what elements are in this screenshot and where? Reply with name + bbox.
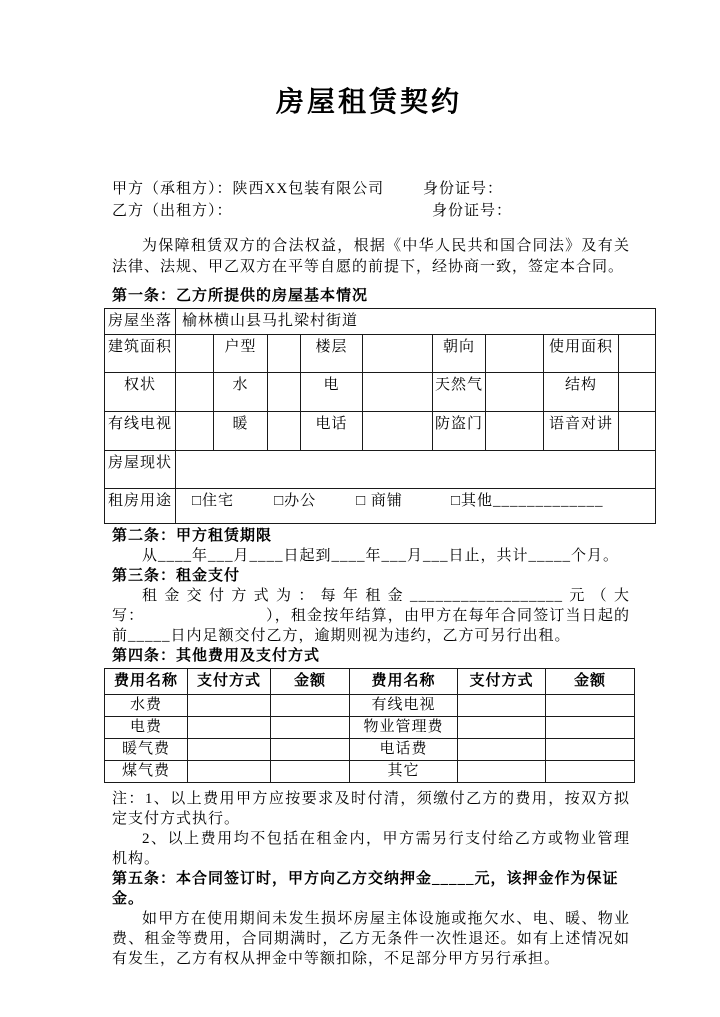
fee-name-cell: 电费 — [105, 717, 188, 739]
blank-value-cell — [271, 739, 350, 761]
fee-header-cell: 支付方式 — [188, 669, 271, 695]
fee-name-cell: 电话费 — [350, 739, 458, 761]
blank-value-cell — [188, 717, 271, 739]
party-b-line — [112, 200, 634, 222]
table-row — [105, 739, 635, 761]
info-label-cell: 有线电视 — [105, 412, 176, 451]
info-label-cell: 电话 — [301, 412, 363, 451]
blank-value-cell — [486, 412, 544, 451]
table-row — [105, 695, 635, 717]
checkbox-option-other: □其他_____________ — [450, 493, 604, 509]
info-label-cell: 天然气 — [433, 373, 486, 412]
blank-value-cell — [271, 761, 350, 783]
property-info-table — [104, 308, 656, 524]
purpose-options-cell — [176, 489, 656, 524]
party-a-name: 甲方（承租方）：陕西XX包装有限公司 — [112, 181, 385, 197]
table-row — [105, 309, 656, 335]
blank-value-cell — [619, 335, 656, 373]
article2-heading: 第二条：甲方租赁期限 — [112, 528, 273, 544]
blank-value-cell — [619, 373, 656, 412]
document-title: 房屋租赁契约 — [275, 86, 462, 117]
fees-note-1: 注：1、以上费用甲方应按要求及时付清，须缴付乙方的费用，按双方拟定支付方式执行。 — [112, 791, 630, 827]
parties-block — [112, 178, 634, 222]
info-label-cell: 建筑面积 — [105, 335, 176, 373]
blank-value-cell — [546, 761, 635, 783]
purpose-label-cell: 租房用途 — [105, 489, 176, 524]
blank-value-cell — [486, 335, 544, 373]
article3-heading: 第三条：租金支付 — [112, 568, 241, 584]
blank-value-cell — [268, 373, 301, 412]
table-row — [105, 412, 656, 451]
table-row — [105, 761, 635, 783]
article5-heading: 第五条：本合同签订时，甲方向乙方交纳押金_____元，该押金作为保证金。 — [112, 871, 619, 907]
intro-paragraph: 为保障租赁双方的合法权益，根据《中华人民共和国合同法》及有关法律、法规、甲乙双方在平等自愿的前提下，经协商一致，签定本合同。 — [112, 238, 630, 275]
location-value-cell: 榆林横山县马扎梁村街道 — [176, 309, 656, 335]
blank-value-cell — [176, 335, 214, 373]
blank-value-cell — [176, 373, 214, 412]
blank-value-cell — [458, 695, 546, 717]
blank-value-cell — [546, 695, 635, 717]
status-value-cell — [176, 451, 656, 489]
table-row — [105, 451, 656, 489]
blank-value-cell — [546, 739, 635, 761]
info-label-cell: 防盗门 — [433, 412, 486, 451]
article1-heading: 第一条：乙方所提供的房屋基本情况 — [112, 288, 369, 304]
fee-header-cell: 金额 — [271, 669, 350, 695]
article4-heading: 第四条：其他费用及支付方式 — [112, 648, 321, 664]
info-label-cell: 朝向 — [433, 335, 486, 373]
table-row — [105, 717, 635, 739]
blank-value-cell — [458, 739, 546, 761]
blank-value-cell — [268, 412, 301, 451]
blank-value-cell — [546, 717, 635, 739]
fee-name-cell: 有线电视 — [350, 695, 458, 717]
fees-note-2: 2、以上费用均不包括在租金内，甲方需另行支付给乙方或物业管理机构。 — [112, 831, 630, 867]
blank-value-cell — [458, 717, 546, 739]
info-label-cell: 权状 — [105, 373, 176, 412]
info-label-cell: 使用面积 — [544, 335, 619, 373]
table-row — [105, 489, 656, 524]
blank-value-cell — [271, 717, 350, 739]
blank-value-cell — [188, 761, 271, 783]
party-a-id-label: 身份证号： — [423, 181, 504, 197]
info-label-cell: 电 — [301, 373, 363, 412]
fee-header-cell: 费用名称 — [350, 669, 458, 695]
info-label-cell: 暖 — [214, 412, 268, 451]
checkbox-option-office: □办公 — [274, 493, 317, 509]
fee-name-cell: 水费 — [105, 695, 188, 717]
fees-table — [104, 668, 635, 783]
purpose-options — [182, 492, 653, 511]
location-label-cell: 房屋坐落 — [105, 309, 176, 335]
blank-value-cell — [486, 373, 544, 412]
info-label-cell: 结构 — [544, 373, 619, 412]
info-label-cell: 语音对讲 — [544, 412, 619, 451]
blank-value-cell — [458, 761, 546, 783]
fee-header-cell: 支付方式 — [458, 669, 546, 695]
blank-value-cell — [188, 695, 271, 717]
fee-header-cell: 金额 — [546, 669, 635, 695]
fee-name-cell: 物业管理费 — [350, 717, 458, 739]
party-b-id-label: 身份证号： — [432, 203, 513, 219]
fee-name-cell: 煤气费 — [105, 761, 188, 783]
table-row — [105, 373, 656, 412]
party-a-line — [112, 178, 634, 200]
fee-name-cell: 其它 — [350, 761, 458, 783]
article3-body: 租金交付方式为：每年租金__________________元（大写： ），租金按年结算，由甲方在每年合同签订当日起的前_____日内足额交付乙方，逾期则视为违约，乙方可另行出租。 — [112, 588, 630, 644]
blank-value-cell — [188, 739, 271, 761]
info-label-cell: 楼层 — [301, 335, 363, 373]
party-b-name: 乙方（出租方）： — [112, 203, 233, 219]
checkbox-option-residence: □住宅 — [192, 493, 235, 509]
blank-value-cell — [363, 373, 433, 412]
fee-header-cell: 费用名称 — [105, 669, 188, 695]
blank-value-cell — [268, 335, 301, 373]
article5-body: 如甲方在使用期间未发生损坏房屋主体设施或拖欠水、电、暖、物业费、租金等费用，合同期满时，乙方无条件一次性退还。如有上述情况如有发生，乙方有权从押金中等额扣除，不足部分甲方另行承担。 — [112, 911, 630, 967]
table-row — [105, 335, 656, 373]
blank-value-cell — [619, 412, 656, 451]
fees-header-row — [105, 669, 635, 695]
blank-value-cell — [363, 412, 433, 451]
info-label-cell: 户型 — [214, 335, 268, 373]
article2-body: 从____年___月____日起到____年___月___日止，共计_____个月。 — [142, 548, 620, 564]
status-label-cell: 房屋现状 — [105, 451, 176, 489]
fee-name-cell: 暖气费 — [105, 739, 188, 761]
blank-value-cell — [363, 335, 433, 373]
blank-value-cell — [271, 695, 350, 717]
blank-value-cell — [176, 412, 214, 451]
checkbox-option-shop: □ 商铺 — [356, 493, 403, 509]
info-label-cell: 水 — [214, 373, 268, 412]
